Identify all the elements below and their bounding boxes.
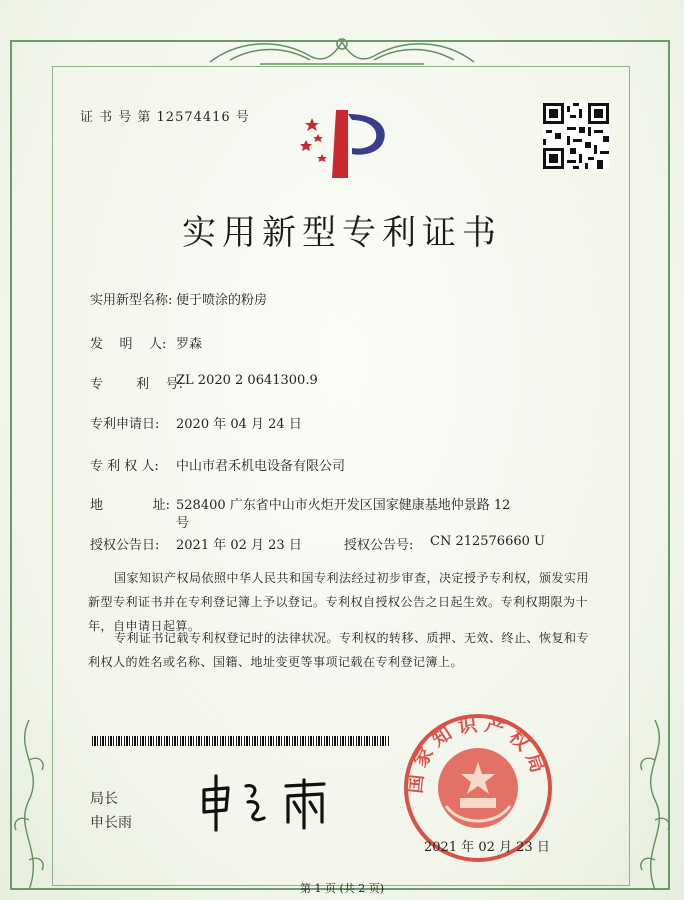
patentee-label: 专 利 权 人:	[90, 459, 159, 474]
statement-paragraph-2: 专利证书记载专利权登记时的法律状况。专利权的转移、质押、无效、终止、恢复和专利权人的姓名或名称、国籍、地址变更等事项记载在专利登记簿上。	[88, 631, 590, 669]
grant-number-label: 授权公告号:	[344, 538, 414, 553]
svg-text:国家知识产权局: 国家知识产权局	[404, 713, 551, 795]
patent-number-label: 专 利 号:	[90, 377, 183, 392]
director-name: 申长雨	[90, 815, 132, 831]
filing-date-label: 专利申请日:	[90, 417, 160, 432]
address-value-line1: 528400 广东省中山市火炬开发区国家健康基地仲景路 12	[176, 498, 511, 513]
certificate-title: 实用新型专利证书	[182, 213, 502, 253]
qr-code-icon	[543, 103, 609, 169]
grant-date-label: 授权公告日:	[90, 538, 160, 553]
address-value-line2: 号	[176, 516, 190, 531]
utility-model-name-value: 便于喷涂的粉房	[176, 293, 268, 308]
patentee-value: 中山市君禾机电设备有限公司	[176, 459, 346, 474]
certificate-number: 证 书 号 第 12574416 号	[80, 110, 250, 125]
cnipa-logo-icon	[296, 104, 396, 184]
inventor-label: 发 明 人:	[90, 337, 167, 352]
inventor-value: 罗森	[176, 337, 203, 352]
patent-number-value: ZL 2020 2 0641300.9	[176, 373, 318, 388]
right-vine-ornament	[630, 720, 680, 890]
seal-date: 2021 年 02 月 23 日	[424, 840, 550, 855]
page-number: 第 1 页 (共 2 页)	[299, 882, 385, 895]
barcode	[92, 736, 390, 746]
filing-date-value: 2020 年 04 月 24 日	[176, 417, 302, 432]
statement-paragraph-1: 国家知识产权局依照中华人民共和国专利法经过初步审查，决定授予专利权，颁发实用新型专利证书并在专利登记簿上予以登记。专利权自授权公告之日起生效。专利权期限为十年，自申请日起算。	[88, 571, 590, 633]
utility-model-name-label: 实用新型名称:	[90, 293, 173, 308]
grant-number-value: CN 212576660 U	[430, 534, 545, 549]
handwritten-signature	[196, 772, 346, 834]
director-title: 局长	[90, 791, 118, 807]
left-vine-ornament	[4, 720, 54, 890]
grant-date-value: 2021 年 02 月 23 日	[176, 538, 302, 553]
address-label: 地 址:	[90, 498, 170, 513]
